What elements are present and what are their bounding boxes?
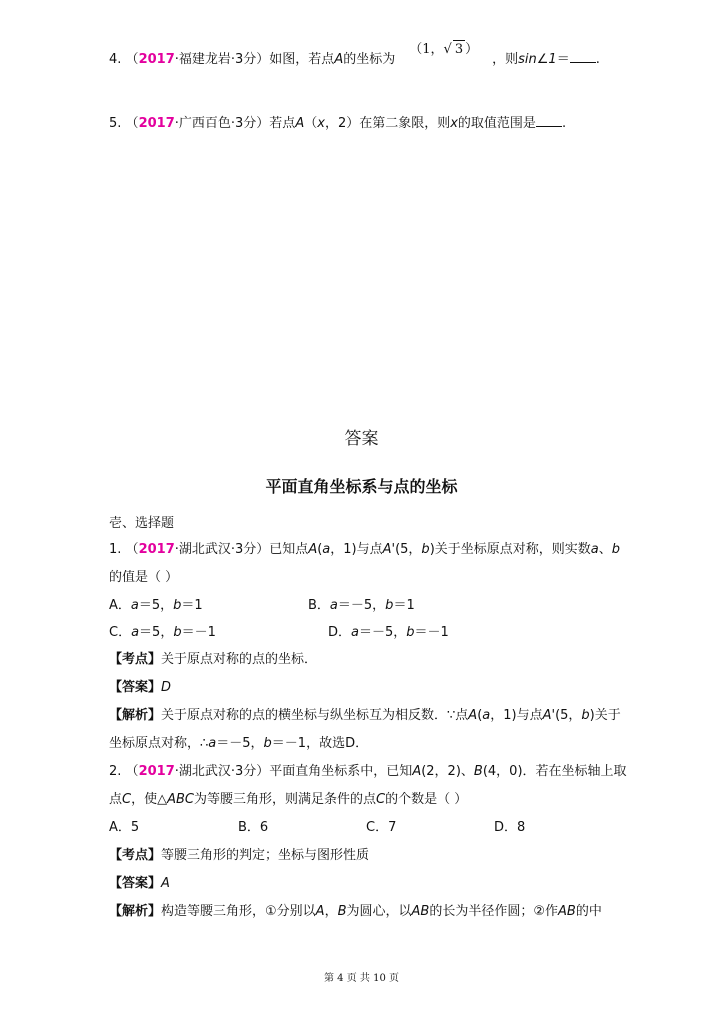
question-4: 4. （2017·福建龙岩·3分）如图，若点A的坐标为（1，√ 3 ），则sin∠1＝ .: [109, 42, 600, 67]
answer-1-option-a: A．a＝5，b＝1: [109, 598, 203, 613]
q4-year: 2017: [138, 52, 175, 67]
answer-2-daan: 【答案】A: [109, 876, 170, 891]
q4-coordinate-formula: （1，√ 3 ）: [409, 42, 479, 57]
part-label: 壱、选择题: [109, 516, 175, 531]
answer-2-option-d: D．8: [494, 820, 526, 835]
section-title: 平面直角坐标系与点的坐标: [265, 477, 458, 496]
q5-source: ·广西百色·3分）: [174, 116, 270, 131]
q5-year: 2017: [138, 116, 175, 131]
answer-1-daan: 【答案】D: [109, 680, 172, 695]
answer-1-option-d: D．a＝－5，b＝－1: [328, 625, 449, 640]
answer-heading: 答案: [344, 429, 379, 449]
answer-2-option-b: B．6: [238, 820, 269, 835]
answer-1-option-c: C．a＝5，b＝－1: [109, 625, 216, 640]
q5-number: 5.: [109, 116, 122, 131]
question-5: 5. （2017·广西百色·3分）若点A（x，2）在第二象限，则x的取值范围是 .: [109, 116, 567, 131]
q4-answer-blank: [570, 50, 596, 63]
answer-1-option-b: B．a＝－5，b＝1: [308, 598, 415, 613]
answer-2-option-a: A．5: [109, 820, 140, 835]
answer-1-kaodian: 【考点】关于原点对称的点的坐标．: [109, 652, 318, 667]
q5-answer-blank: [536, 114, 562, 127]
answer-2-stem: 2. （2017·湖北武汉·3分）平面直角坐标系中，已知A(2，2)、B(4，0)．若在坐标轴上取: [109, 764, 627, 779]
q4-number: 4.: [109, 52, 122, 67]
answer-2-stem-line2: 点C，使△ABC为等腰三角形，则满足条件的点C的个数是（ ）: [109, 792, 468, 807]
answer-1-stem-line2: 的值是（ ）: [109, 570, 179, 585]
answer-1-stem: 1. （2017·湖北武汉·3分）已知点A(a，1)与点A'(5，b)关于坐标原点对称，则实数a、b: [109, 542, 621, 557]
answer-1-jiexi-line2: 坐标原点对称，∴a＝－5，b＝－1，故选D．: [109, 736, 369, 751]
answer-2-jiexi: 【解析】构造等腰三角形，①分别以A，B为圆心，以AB的长为半径作圆；②作AB的中: [109, 904, 602, 919]
page-footer: 第 4 页 共 10 页: [324, 973, 399, 984]
answer-2-option-c: C．7: [366, 820, 397, 835]
answer-1-jiexi: 【解析】关于原点对称的点的横坐标与纵坐标互为相反数．∵点A(a，1)与点A'(5，b)关于: [109, 708, 621, 723]
answer-2-kaodian: 【考点】等腰三角形的判定；坐标与图形性质: [109, 848, 370, 863]
q4-source: ·福建龙岩·3分）: [174, 52, 270, 67]
